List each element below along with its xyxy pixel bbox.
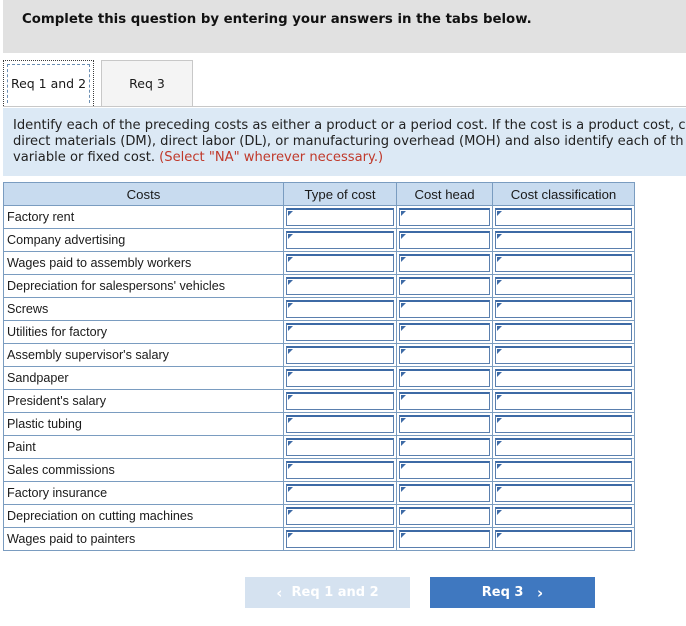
question-title: Complete this question by entering your answers in the tabs below. (22, 12, 532, 27)
cost-classification-select[interactable] (495, 507, 632, 525)
question-header (3, 0, 686, 53)
cost-classification-cell (493, 505, 635, 528)
table-row (4, 436, 635, 459)
type-of-cost-select[interactable] (286, 507, 394, 525)
type-of-cost-select[interactable] (286, 484, 394, 502)
type-of-cost-select[interactable] (286, 438, 394, 456)
table-row (4, 321, 635, 344)
table-row (4, 367, 635, 390)
cost-head-cell (397, 275, 493, 298)
cost-item-label: Sandpaper (4, 367, 284, 390)
cost-head-cell (397, 367, 493, 390)
cost-classification-select[interactable] (495, 530, 632, 548)
cost-classification-cell (493, 298, 635, 321)
cost-head-cell (397, 229, 493, 252)
cost-head-cell (397, 413, 493, 436)
type-of-cost-cell (284, 367, 397, 390)
chevron-left-icon: ‹ (276, 583, 283, 602)
cost-head-select[interactable] (399, 461, 490, 479)
table-row (4, 459, 635, 482)
table-row (4, 528, 635, 551)
table-row (4, 482, 635, 505)
type-of-cost-select[interactable] (286, 415, 394, 433)
cost-classification-cell (493, 459, 635, 482)
cost-classification-cell (493, 275, 635, 298)
cost-head-select[interactable] (399, 438, 490, 456)
type-of-cost-cell (284, 528, 397, 551)
table-row (4, 206, 635, 229)
instructions-line (13, 150, 686, 166)
cost-head-select[interactable] (399, 530, 490, 548)
type-of-cost-select[interactable] (286, 346, 394, 364)
cost-classification-select[interactable] (495, 484, 632, 502)
instructions-panel (3, 108, 686, 176)
type-of-cost-select[interactable] (286, 323, 394, 341)
cost-item-label: Factory rent (4, 206, 284, 229)
cost-head-cell (397, 436, 493, 459)
cost-classification-select[interactable] (495, 208, 632, 226)
cost-item-label: Depreciation for salespersons' vehicles (4, 275, 284, 298)
cost-classification-select[interactable] (495, 346, 632, 364)
cost-head-cell (397, 459, 493, 482)
cost-head-select[interactable] (399, 484, 490, 502)
cost-item-label: President's salary (4, 390, 284, 413)
type-of-cost-select[interactable] (286, 231, 394, 249)
cost-head-select[interactable] (399, 300, 490, 318)
prev-req-button[interactable] (245, 577, 410, 608)
cost-head-cell (397, 206, 493, 229)
cost-head-select[interactable] (399, 254, 490, 272)
cost-classification-select[interactable] (495, 438, 632, 456)
cost-head-cell (397, 298, 493, 321)
type-of-cost-cell (284, 206, 397, 229)
cost-head-select[interactable] (399, 277, 490, 295)
cost-head-cell (397, 505, 493, 528)
prev-req-label: Req 1 and 2 (291, 585, 379, 600)
type-of-cost-cell (284, 482, 397, 505)
cost-head-select[interactable] (399, 392, 490, 410)
type-of-cost-select[interactable] (286, 392, 394, 410)
cost-item-label: Paint (4, 436, 284, 459)
type-of-cost-cell (284, 413, 397, 436)
type-of-cost-select[interactable] (286, 208, 394, 226)
type-of-cost-select[interactable] (286, 461, 394, 479)
cost-head-select[interactable] (399, 323, 490, 341)
table-header-row (4, 183, 635, 206)
cost-classification-select[interactable] (495, 300, 632, 318)
table-row (4, 229, 635, 252)
cost-classification-cell (493, 367, 635, 390)
type-of-cost-cell (284, 436, 397, 459)
cost-head-cell (397, 321, 493, 344)
cost-classification-select[interactable] (495, 323, 632, 341)
table-row (4, 344, 635, 367)
table-row (4, 252, 635, 275)
cost-classification-select[interactable] (495, 461, 632, 479)
type-of-cost-cell (284, 344, 397, 367)
cost-head-cell (397, 390, 493, 413)
type-of-cost-select[interactable] (286, 254, 394, 272)
table-row (4, 298, 635, 321)
cost-classification-cell (493, 206, 635, 229)
tab-label: Req 3 (129, 76, 165, 91)
tab-req-1-and-2[interactable] (3, 60, 94, 106)
tab-divider (3, 106, 686, 107)
table-body (4, 206, 635, 551)
type-of-cost-select[interactable] (286, 277, 394, 295)
cost-classification-cell (493, 344, 635, 367)
type-of-cost-cell (284, 459, 397, 482)
column-header-cost-classification: Cost classification (493, 183, 635, 206)
cost-classification-select[interactable] (495, 254, 632, 272)
cost-classification-cell (493, 321, 635, 344)
cost-head-select[interactable] (399, 415, 490, 433)
cost-classification-cell (493, 528, 635, 551)
tab-focus-outline (7, 64, 90, 103)
cost-head-select[interactable] (399, 231, 490, 249)
type-of-cost-cell (284, 390, 397, 413)
cost-head-select[interactable] (399, 346, 490, 364)
na-note: (Select "NA" wherever necessary.) (159, 150, 384, 165)
type-of-cost-select[interactable] (286, 300, 394, 318)
next-req-label: Req 3 (481, 585, 524, 600)
tab-label: Req 1 and 2 (10, 76, 87, 91)
type-of-cost-cell (284, 298, 397, 321)
cost-item-label: Sales commissions (4, 459, 284, 482)
type-of-cost-cell (284, 275, 397, 298)
table-row (4, 275, 635, 298)
cost-item-label: Factory insurance (4, 482, 284, 505)
cost-classification-select[interactable] (495, 231, 632, 249)
cost-classification-select[interactable] (495, 392, 632, 410)
column-header-cost-head: Cost head (397, 183, 493, 206)
table-row (4, 390, 635, 413)
cost-classification-select[interactable] (495, 415, 632, 433)
next-req-button[interactable] (430, 577, 595, 608)
cost-item-label: Depreciation on cutting machines (4, 505, 284, 528)
cost-classification-cell (493, 436, 635, 459)
cost-head-cell (397, 344, 493, 367)
tab-req-3[interactable] (101, 60, 193, 106)
cost-item-label: Assembly supervisor's salary (4, 344, 284, 367)
cost-head-select[interactable] (399, 208, 490, 226)
cost-head-cell (397, 528, 493, 551)
type-of-cost-cell (284, 252, 397, 275)
cost-classification-cell (493, 229, 635, 252)
cost-classification-cell (493, 390, 635, 413)
type-of-cost-cell (284, 321, 397, 344)
cost-head-select[interactable] (399, 369, 490, 387)
cost-classification-table (3, 182, 635, 551)
cost-classification-cell (493, 413, 635, 436)
cost-head-cell (397, 482, 493, 505)
table-row (4, 413, 635, 436)
cost-classification-cell (493, 482, 635, 505)
column-header-costs: Costs (4, 183, 284, 206)
cost-head-cell (397, 252, 493, 275)
cost-item-label: Plastic tubing (4, 413, 284, 436)
instructions-text: variable or fixed cost. (13, 150, 160, 165)
cost-head-select[interactable] (399, 507, 490, 525)
type-of-cost-select[interactable] (286, 530, 394, 548)
type-of-cost-select[interactable] (286, 369, 394, 387)
cost-classification-cell (493, 252, 635, 275)
chevron-right-icon: › (537, 583, 544, 602)
table-row (4, 505, 635, 528)
cost-item-label: Wages paid to painters (4, 528, 284, 551)
type-of-cost-cell (284, 505, 397, 528)
cost-item-label: Company advertising (4, 229, 284, 252)
cost-item-label: Utilities for factory (4, 321, 284, 344)
instructions-line: Identify each of the preceding costs as either a product or a period cost. If the cost is a product cost, c (13, 118, 686, 133)
column-header-type-of-cost: Type of cost (284, 183, 397, 206)
instructions-line: direct materials (DM), direct labor (DL), or manufacturing overhead (MOH) and also identify each of th (13, 134, 684, 149)
cost-classification-select[interactable] (495, 277, 632, 295)
cost-item-label: Screws (4, 298, 284, 321)
type-of-cost-cell (284, 229, 397, 252)
cost-classification-select[interactable] (495, 369, 632, 387)
cost-item-label: Wages paid to assembly workers (4, 252, 284, 275)
